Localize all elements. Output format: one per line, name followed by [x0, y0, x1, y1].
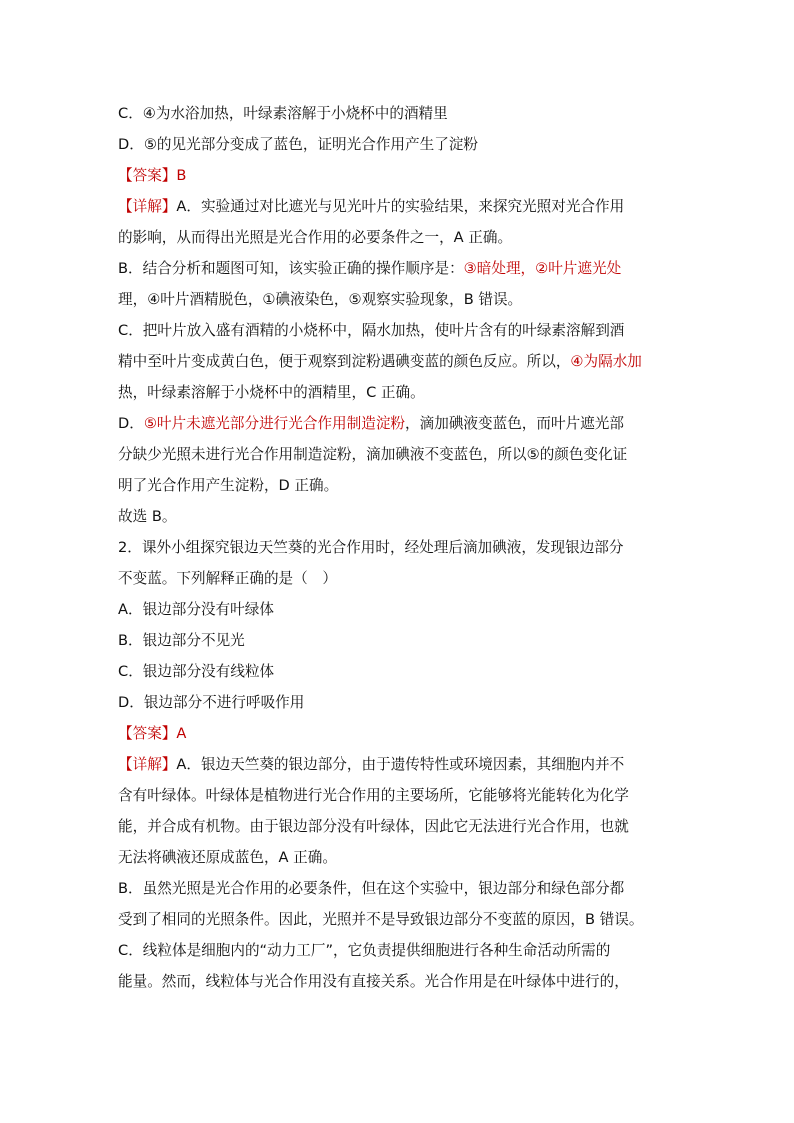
body-text: A．银边部分没有叶绿体	[118, 601, 274, 618]
text-line	[118, 780, 678, 811]
highlighted-text: 【答案】A	[118, 725, 187, 742]
body-text: 精中至叶片变成黄白色，便于观察到淀粉遇碘变蓝的颜色反应。所以，	[118, 353, 571, 370]
text-line	[118, 408, 678, 439]
text-line	[118, 749, 678, 780]
text-line	[118, 811, 678, 842]
body-text: 热，叶绿素溶解于小烧杯中的酒精里，C 正确。	[118, 384, 425, 401]
body-text: 理，④叶片酒精脱色，①碘液染色，⑤观察实验现象，B 错误。	[118, 291, 523, 308]
text-line	[118, 470, 678, 501]
text-line	[118, 718, 678, 749]
text-line	[118, 501, 678, 532]
text-line	[118, 687, 678, 718]
text-line	[118, 873, 678, 904]
body-text: 2．课外小组探究银边天竺葵的光合作用时，经处理后滴加碘液，发现银边部分	[118, 539, 624, 556]
highlighted-text: ⑤叶片未遮光部分进行光合作用制造淀粉	[143, 415, 406, 432]
body-text: 无法将碘液还原成蓝色，A 正确。	[118, 849, 337, 866]
highlighted-text: ④为隔水加	[570, 353, 642, 370]
body-text: 能量。然而，线粒体与光合作用没有直接关系。光合作用是在叶绿体中进行的，	[118, 973, 629, 990]
text-line	[118, 222, 678, 253]
text-line	[118, 377, 678, 408]
body-text: C．④为水浴加热，叶绿素溶解于小烧杯中的酒精里	[118, 105, 448, 122]
body-text: ，滴加碘液变蓝色，而叶片遮光部	[405, 415, 624, 432]
text-line	[118, 904, 678, 935]
text-line	[118, 439, 678, 470]
body-text: 能，并合成有机物。由于银边部分没有叶绿体，因此它无法进行光合作用，也就	[118, 818, 629, 835]
body-text: C．线粒体是细胞内的“动力工厂”，它负责提供细胞进行各种生命活动所需的	[118, 942, 611, 959]
text-line	[118, 284, 678, 315]
text-line	[118, 98, 678, 129]
highlighted-text: 【详解】	[118, 198, 177, 215]
text-line	[118, 129, 678, 160]
text-line	[118, 935, 678, 966]
highlighted-text: ③暗处理，②叶片遮光处	[463, 260, 622, 277]
body-text: D．	[118, 415, 144, 432]
text-line	[118, 160, 678, 191]
text-line	[118, 346, 678, 377]
text-line	[118, 191, 678, 222]
body-text: 明了光合作用产生淀粉，D 正确。	[118, 477, 339, 494]
body-text: A．实验通过对比遮光与见光叶片的实验结果，来探究光照对光合作用	[176, 198, 625, 215]
text-line	[118, 532, 678, 563]
body-text: C．把叶片放入盛有酒精的小烧杯中，隔水加热，使叶片含有的叶绿素溶解到酒	[118, 322, 625, 339]
text-line	[118, 253, 678, 284]
text-line	[118, 656, 678, 687]
document-page	[118, 98, 678, 997]
body-text: 受到了相同的光照条件。因此，光照并不是导致银边部分不变蓝的原因，B 错误。	[118, 911, 644, 928]
text-line	[118, 315, 678, 346]
body-text: B．银边部分不见光	[118, 632, 245, 649]
highlighted-text: 【详解】	[118, 756, 177, 773]
body-text: 不变蓝。下列解释正确的是（ ）	[118, 570, 337, 587]
highlighted-text: 【答案】B	[118, 167, 187, 184]
body-text: D．银边部分不进行呼吸作用	[118, 694, 305, 711]
body-text: 分缺少光照未进行光合作用制造淀粉，滴加碘液不变蓝色，所以⑤的颜色变化证	[118, 446, 628, 463]
body-text: 含有叶绿体。叶绿体是植物进行光合作用的主要场所，它能够将光能转化为化学	[118, 787, 629, 804]
body-text: 的影响，从而得出光照是光合作用的必要条件之一，A 正确。	[118, 229, 513, 246]
text-line	[118, 625, 678, 656]
body-text: C．银边部分没有线粒体	[118, 663, 275, 680]
body-text: A．银边天竺葵的银边部分，由于遗传特性或环境因素，其细胞内并不	[176, 756, 625, 773]
body-text: D．⑤的见光部分变成了蓝色，证明光合作用产生了淀粉	[118, 136, 478, 153]
text-line	[118, 594, 678, 625]
text-line	[118, 966, 678, 997]
body-text: B．结合分析和题图可知，该实验正确的操作顺序是：	[118, 260, 464, 277]
text-line	[118, 563, 678, 594]
body-text: B．虽然光照是光合作用的必要条件，但在这个实验中，银边部分和绿色部分都	[118, 880, 625, 897]
body-text: 故选 B。	[118, 508, 177, 525]
text-line	[118, 842, 678, 873]
